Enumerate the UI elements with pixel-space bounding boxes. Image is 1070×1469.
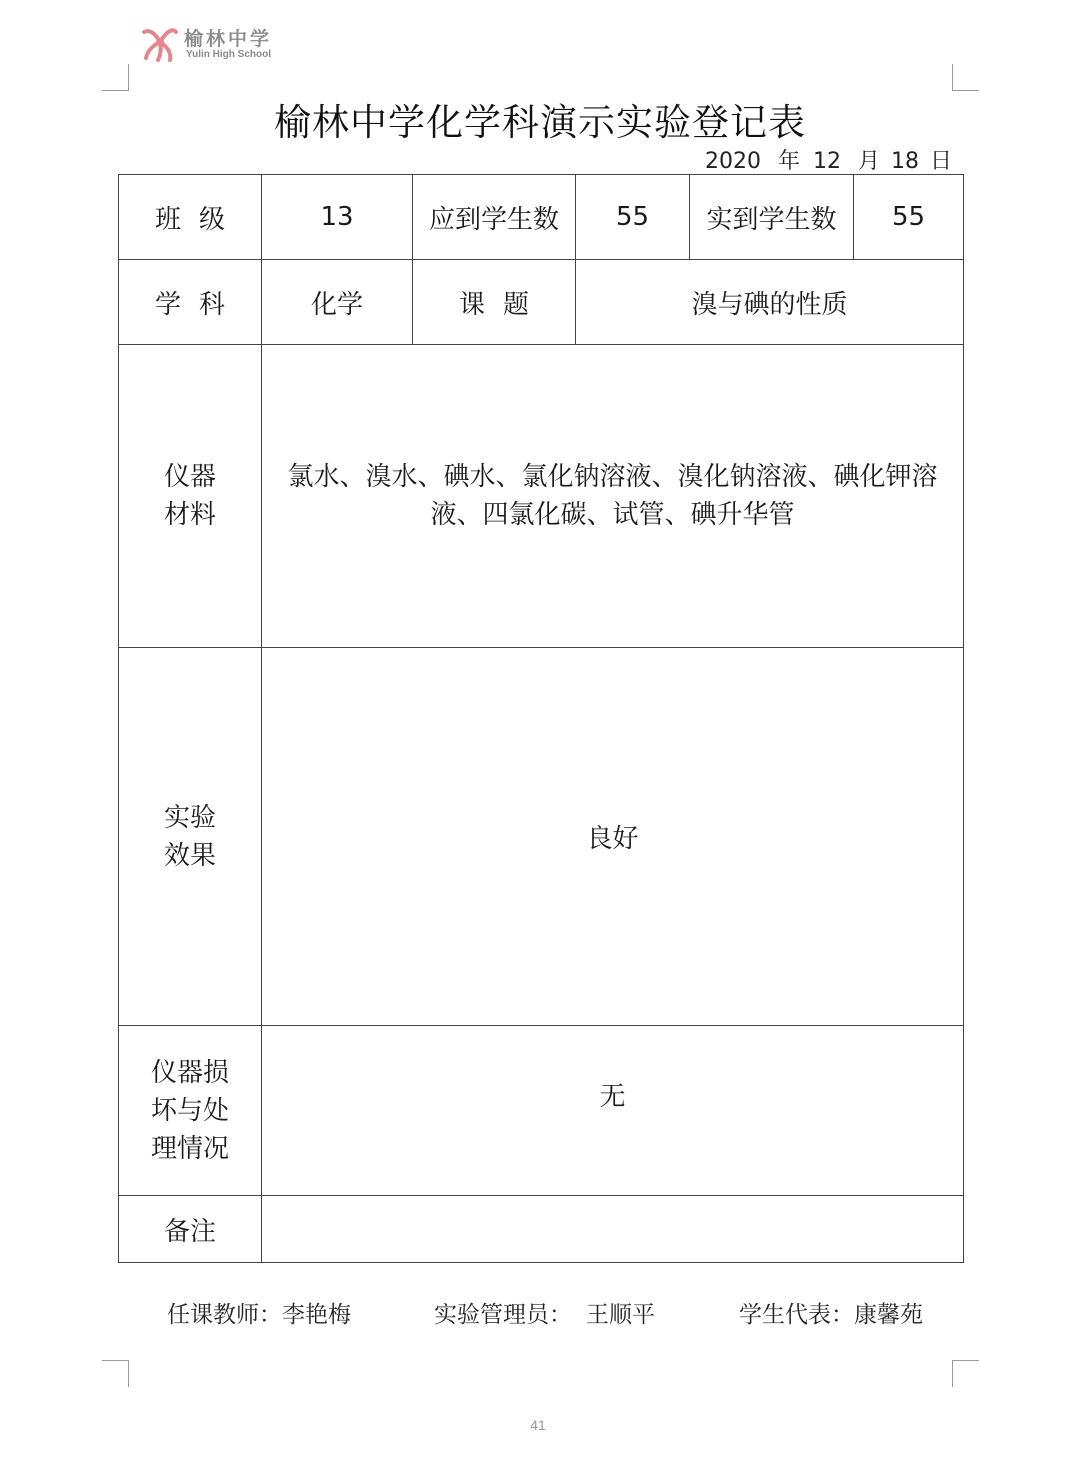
- document-title: 榆林中学化学科演示实验登记表: [274, 101, 806, 144]
- subject-label: 学科: [119, 260, 262, 345]
- damage-value: 无: [262, 1026, 964, 1196]
- equipment-label-cell: [119, 345, 262, 648]
- date-day: 18: [890, 149, 919, 174]
- school-logo: [140, 22, 300, 66]
- topic-label: 课题: [413, 260, 576, 345]
- table-row-subject: [119, 260, 964, 345]
- footer-student-rep: 学生代表：康馨苑: [739, 1302, 923, 1328]
- table-row-effect: [119, 648, 964, 1026]
- date-month: 12: [812, 149, 841, 174]
- remarks-value: [262, 1196, 964, 1263]
- table-row-equipment: [119, 345, 964, 648]
- flower-logo-icon: [140, 22, 180, 62]
- crop-mark-bottom-right: [952, 1360, 979, 1387]
- damage-label-cell: [119, 1026, 262, 1196]
- registration-table: [118, 174, 964, 1263]
- crop-mark-top-right: [952, 64, 979, 91]
- footer-admin-label: 实验管理员：: [434, 1302, 572, 1328]
- logo-school-name-cn: 榆林中学: [184, 28, 273, 50]
- date-year: 2020: [704, 149, 761, 174]
- effect-label-cell: [119, 648, 262, 1026]
- crop-mark-bottom-left: [102, 1360, 129, 1387]
- footer-admin-name: 王顺平: [586, 1302, 655, 1328]
- class-value: 13: [262, 175, 413, 260]
- date-year-unit: 年: [777, 149, 800, 174]
- remarks-label: 备注: [119, 1196, 262, 1263]
- actual-students-value: 55: [854, 175, 964, 260]
- expected-students-value: 55: [576, 175, 690, 260]
- damage-label: 仪器损坏与处理情况: [150, 1057, 229, 1164]
- footer-admin: [434, 1296, 655, 1329]
- date-month-unit: 月: [857, 149, 880, 174]
- equipment-value: 氯水、溴水、碘水、氯化钠溶液、溴化钠溶液、碘化钾溶液、四氯化碳、试管、碘升华管: [287, 462, 938, 530]
- date-day-unit: 日: [929, 149, 952, 174]
- table-row-damage: [119, 1026, 964, 1196]
- equipment-label: 仪器材料: [163, 462, 216, 530]
- topic-value: 溴与碘的性质: [576, 260, 964, 345]
- actual-students-label: 实到学生数: [690, 175, 854, 260]
- page-number: 41: [530, 1417, 546, 1433]
- effect-value: 良好: [262, 648, 964, 1026]
- crop-mark-top-left: [102, 64, 129, 91]
- expected-students-label: 应到学生数: [413, 175, 576, 260]
- logo-school-name-en: Yulin High School: [186, 49, 271, 60]
- footer-teacher: 任课教师：李艳梅: [167, 1302, 351, 1328]
- equipment-value-cell: [262, 345, 964, 648]
- table-row-class: [119, 175, 964, 260]
- effect-label: 实验效果: [163, 802, 216, 871]
- subject-value: 化学: [262, 260, 413, 345]
- table-row-remarks: [119, 1196, 964, 1263]
- record-date: [705, 144, 952, 175]
- class-label: 班级: [119, 175, 262, 260]
